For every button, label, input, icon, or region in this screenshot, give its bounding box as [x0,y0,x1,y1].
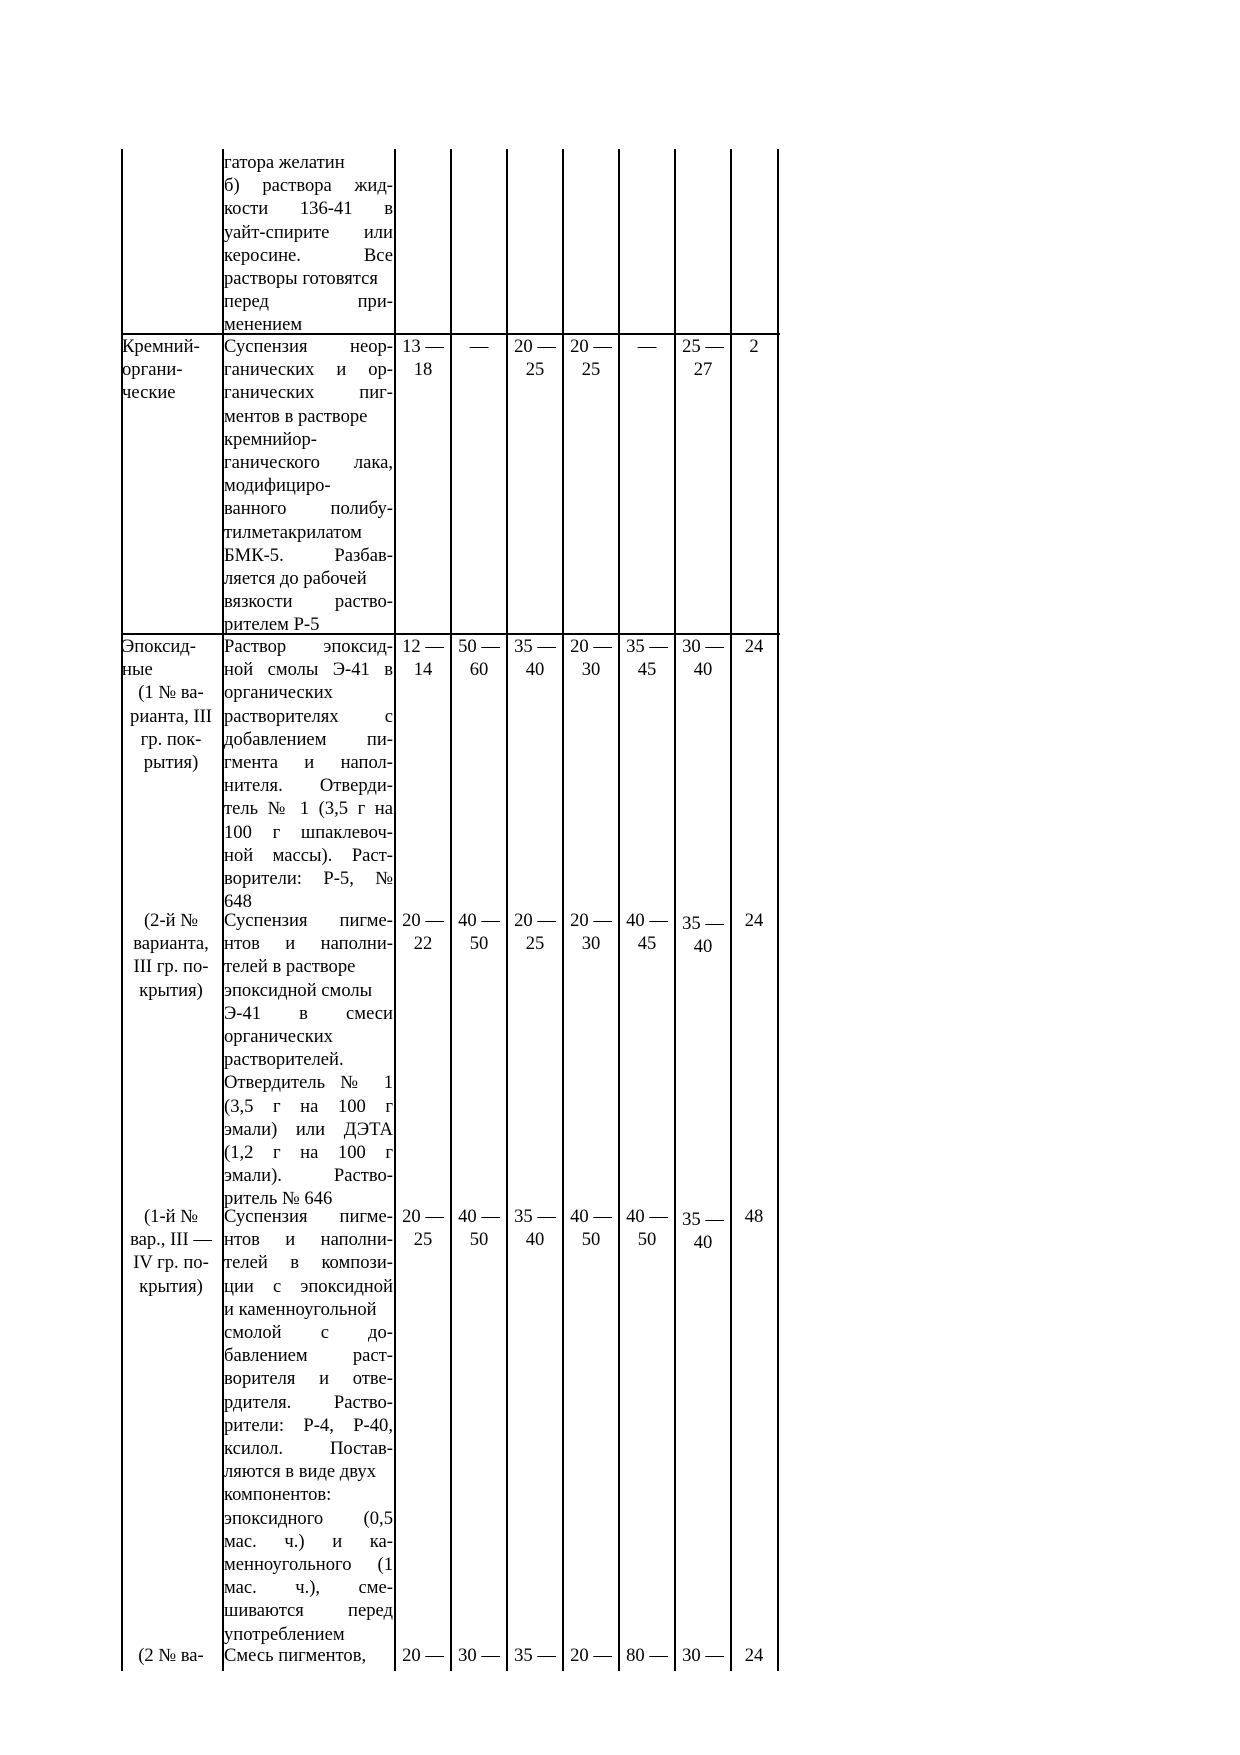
description-line: ксилол. Постав- [224,1438,393,1460]
description-line: Смесь пигментов, [224,1645,367,1666]
value-line: 20 — [514,910,556,931]
description-line: керосине. Все [224,244,393,266]
description-line: Суспензия неор- [224,336,393,357]
material-type-cell [122,1205,220,1298]
material-type-line: (2-й № [143,910,199,931]
table-border-right [777,149,779,1671]
parameter-value-cell [620,1644,674,1667]
value-line: 40 — [570,1206,612,1227]
value-line: 35 — [514,636,556,657]
material-type-cell [122,1644,220,1667]
composition-description-cell [224,1644,393,1667]
parameter-value-cell [452,909,506,955]
description-line: компонентов: [224,1484,332,1506]
value-line: 35 — [626,636,668,657]
composition-description-cell [224,635,393,913]
composition-description-cell [224,909,393,1211]
parameter-value-cell [620,335,674,358]
description-line: органических [224,682,333,704]
value-line: 48 [744,1206,764,1227]
service-life-cell [732,335,776,358]
value-line: 30 — [458,1645,500,1666]
description-line: и каменноугольной [224,1298,377,1320]
description-line: нителя. Отверди- [224,775,393,797]
material-type-line: крытия) [139,979,203,1001]
description-line: вязкости раство- [224,591,393,613]
value-line: 24 [744,636,764,657]
value-line: 20 — [570,336,612,357]
value-line: 40 [525,659,545,681]
material-type-line: (1-й № [143,1206,199,1227]
description-line: ганических пиг- [224,382,393,404]
parameter-value-cell [452,635,506,681]
description-line: смолой с до- [224,1322,393,1344]
description-line: рители: Р-4, Р-40, [224,1414,393,1436]
value-line: 50 [469,933,489,955]
value-line: 25 [525,359,545,381]
description-line: кости 136-41 в [224,198,393,220]
value-line: 20 — [570,910,612,931]
parameter-value-cell [620,909,674,955]
description-line: мас. ч.) и ка- [224,1530,393,1552]
description-line: гатора желатин [224,152,345,173]
description-line: ритель № 646 [224,1188,333,1210]
material-type-line: ные [122,659,153,681]
parameter-value-cell [508,1205,562,1251]
value-line: 20 — [570,636,612,657]
value-line: 20 — [402,910,444,931]
value-line: 35 — [514,1645,556,1666]
material-type-line: (2 № ва- [138,1645,204,1666]
description-line: телей в компози- [224,1252,393,1274]
description-line: рителем Р-5 [224,614,320,636]
description-line: тель № 1 (3,5 г на [224,798,393,820]
material-type-line: III гр. по- [133,956,209,978]
value-line: 13 — [402,336,444,357]
value-line: 2 [749,336,759,357]
description-line: эмали) или ДЭТА [224,1118,393,1140]
value-line: 40 [693,1232,713,1254]
description-line: ции с эпоксидной [224,1275,393,1297]
description-line: эпоксидного (0,5 [224,1507,393,1529]
value-line: 20 — [570,1645,612,1666]
parameter-value-cell [452,1205,506,1251]
parameter-value-cell [564,635,618,681]
value-line: 50 [469,1229,489,1251]
material-type-cell [122,909,220,1002]
service-life-cell [732,635,776,658]
description-line: (3,5 г на 100 г [224,1095,393,1117]
value-line: 30 — [682,1645,724,1666]
description-line: ляется до рабочей [224,568,367,590]
value-line: 18 [413,359,433,381]
description-line: органических [224,1026,333,1048]
service-life-cell [732,909,776,932]
value-line: 22 [413,933,433,955]
description-line: Раствор эпоксид- [224,636,393,657]
material-type-line: рытия) [143,752,199,774]
value-line: 20 — [402,1206,444,1227]
value-line: 35 — [682,913,724,934]
description-line: менением [224,314,303,336]
description-line: ганических и ор- [224,359,393,381]
description-line: эпоксидной смолы [224,979,373,1001]
material-type-line: крытия) [139,1275,203,1297]
description-line: менноугольного (1 [224,1554,393,1576]
value-line: 20 — [514,336,556,357]
value-line: 50 [637,1229,657,1251]
parameter-value-cell [396,909,450,955]
description-line: б) раствора жид- [224,175,393,197]
value-line: 40 [693,936,713,958]
parameter-value-cell [676,912,730,958]
material-type-line: (1 № ва- [138,682,204,704]
description-line: Э-41 в смеси [224,1002,393,1024]
material-type-line: IV гр. по- [133,1252,209,1274]
value-line: 35 — [682,1209,724,1230]
value-line: — [469,336,489,357]
description-line: ляются в виде двух [224,1461,377,1483]
parameter-value-cell [508,335,562,381]
value-line: 60 [469,659,489,681]
value-line: 45 [637,933,657,955]
material-type-cell [122,635,220,774]
description-line: растворителей. [224,1049,344,1071]
parameter-value-cell [396,335,450,381]
parameter-value-cell [452,335,506,358]
material-type-line: Кремний- [122,336,200,357]
material-type-line: вар., III — [130,1229,212,1251]
parameter-value-cell [396,1205,450,1251]
value-line: 50 [581,1229,601,1251]
value-line: 40 [693,659,713,681]
description-line: нтов и наполни- [224,1229,393,1251]
description-line: добавлением пи- [224,728,393,750]
description-line: ганического лака, [224,452,393,474]
description-line: телей в растворе [224,956,356,978]
value-line: 40 — [626,1206,668,1227]
parameter-value-cell [564,1205,618,1251]
value-line: 27 [693,359,713,381]
parameter-value-cell [396,635,450,681]
value-line: 40 — [458,910,500,931]
parameter-value-cell [676,1644,730,1667]
value-line: 45 [637,659,657,681]
description-line: растворителях с [224,705,393,727]
composition-description-cell [224,151,393,337]
parameter-value-cell [564,909,618,955]
value-line: 50 — [458,636,500,657]
composition-description-cell [224,1205,393,1646]
parameter-value-cell [564,335,618,381]
value-line: 25 [581,359,601,381]
material-type-cell [122,335,220,405]
value-line: 25 — [682,336,724,357]
description-line: эмали). Раство- [224,1165,393,1187]
description-line: ной массы). Раст- [224,844,393,866]
description-line: Отвердитель № 1 [224,1072,393,1094]
value-line: 35 — [514,1206,556,1227]
description-line: тилметакрилатом [224,521,362,543]
value-line: 30 [581,659,601,681]
description-line: бавлением раст- [224,1345,393,1367]
service-life-cell [732,1205,776,1228]
value-line: 25 [413,1229,433,1251]
description-line: Суспензия пигме- [224,1206,393,1227]
description-line: ванного полибу- [224,498,393,520]
parameter-value-cell [620,1205,674,1251]
parameter-value-cell [676,635,730,681]
description-line: БМК-5. Разбав- [224,544,393,566]
parameter-value-cell [396,1644,450,1667]
value-line: — [637,336,657,357]
description-line: нтов и наполни- [224,933,393,955]
value-line: 14 [413,659,433,681]
value-line: 40 — [626,910,668,931]
material-type-line: органи- [122,359,183,381]
value-line: 24 [744,910,764,931]
value-line: 24 [744,1645,764,1666]
description-line: ментов в растворе [224,405,368,427]
parameter-value-cell [620,635,674,681]
service-life-cell [732,1644,776,1667]
description-line: шиваются перед [224,1600,393,1622]
value-line: 25 [525,933,545,955]
description-line: 648 [224,891,252,913]
material-type-line: рианта, III [130,705,212,727]
description-line: ной смолы Э-41 в [224,659,393,681]
parameter-value-cell [508,909,562,955]
value-line: 30 [581,933,601,955]
material-type-line: варианта, [133,933,209,955]
description-line: мас. ч.), сме- [224,1577,393,1599]
parameter-value-cell [676,335,730,381]
value-line: 12 — [402,636,444,657]
description-line: перед при- [224,291,393,313]
parameter-value-cell [676,1208,730,1254]
description-line: рдителя. Раство- [224,1391,393,1413]
parameter-value-cell [508,1644,562,1667]
parameter-value-cell [452,1644,506,1667]
material-type-line: Эпоксид- [122,636,196,657]
description-line: растворы готовятся [224,268,378,290]
description-line: уайт-спирите или [224,221,393,243]
parameter-value-cell [564,1644,618,1667]
description-line: кремнийор- [224,428,317,450]
value-line: 40 [525,1229,545,1251]
description-line: 100 г шпаклевоч- [224,821,393,843]
description-line: употреблением [224,1623,345,1645]
description-line: гмента и напол- [224,752,393,774]
material-type-line: ческие [122,382,176,404]
value-line: 40 — [458,1206,500,1227]
description-line: ворители: Р-5, № [224,868,393,890]
description-line: Суспензия пигме- [224,910,393,931]
description-line: (1,2 г на 100 г [224,1142,393,1164]
value-line: 30 — [682,636,724,657]
description-line: модифициро- [224,475,331,497]
composition-description-cell [224,335,393,637]
parameter-value-cell [508,635,562,681]
value-line: 80 — [626,1645,668,1666]
value-line: 20 — [402,1645,444,1666]
material-type-line: гр. пок- [140,728,202,750]
description-line: ворителя и отве- [224,1368,393,1390]
